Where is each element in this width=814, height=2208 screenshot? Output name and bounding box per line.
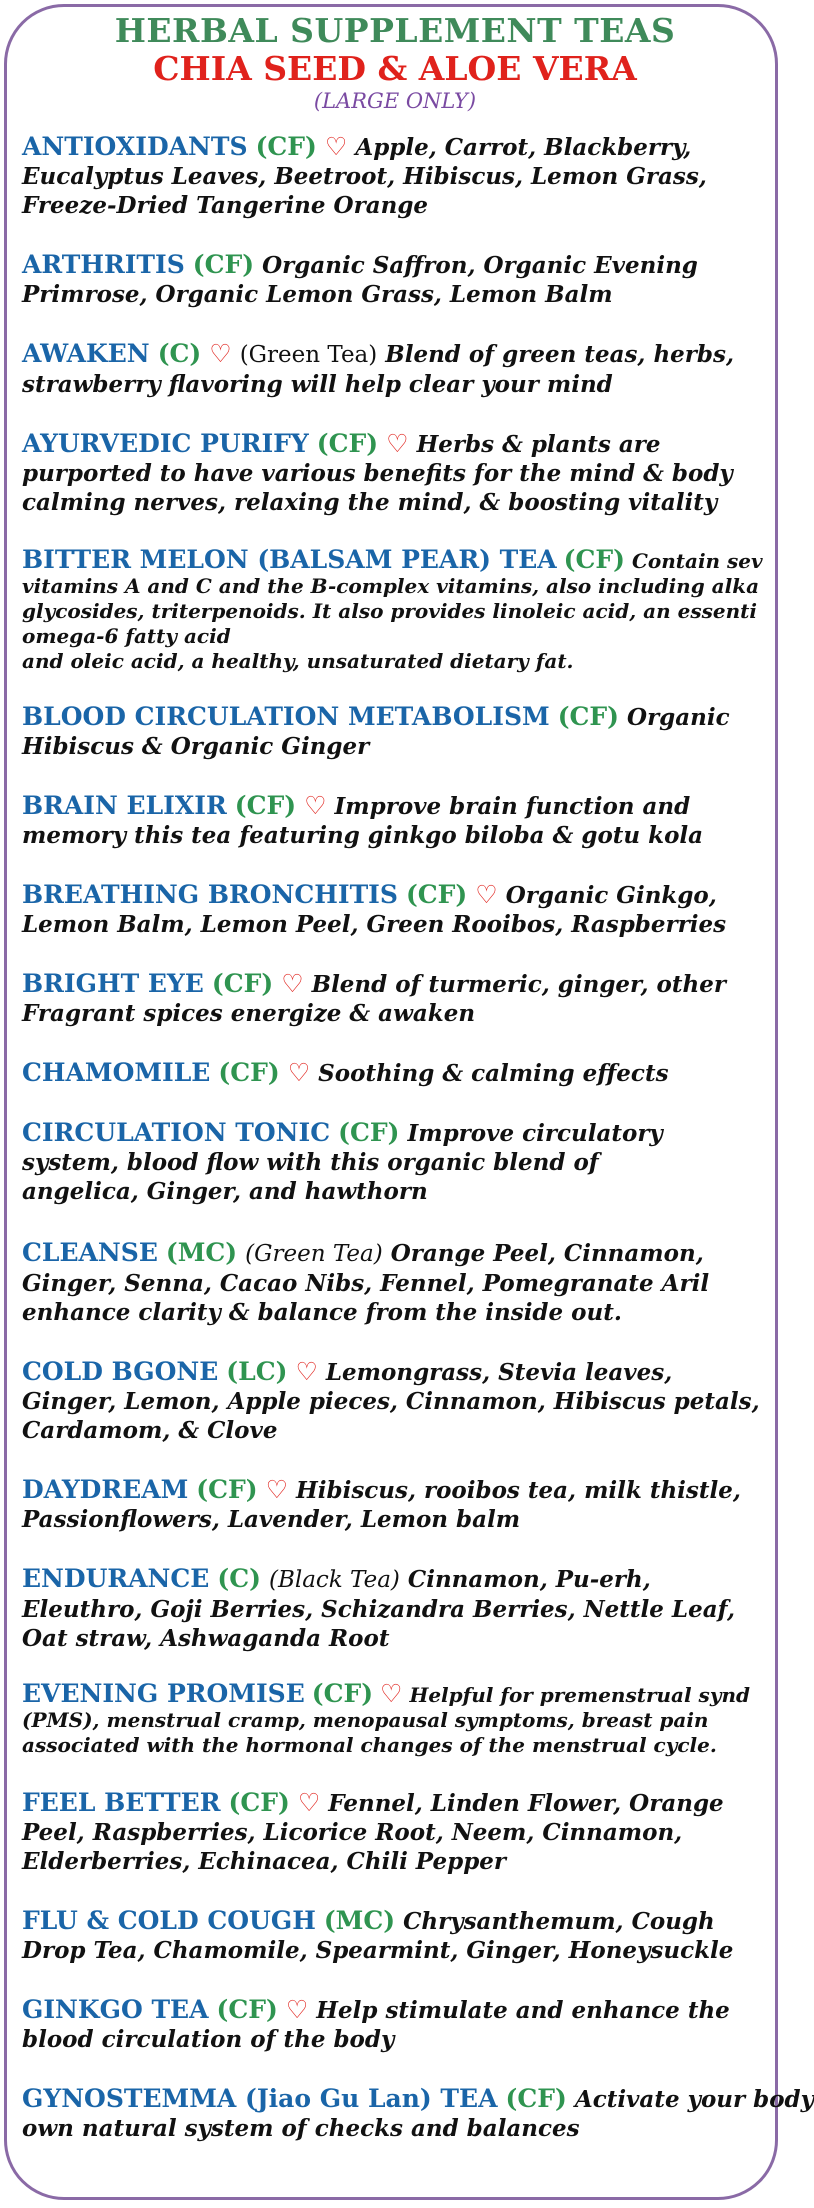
tea-entry-first-line bbox=[22, 2084, 814, 2114]
tea-tag: (CF) bbox=[196, 1475, 258, 1504]
tea-entry-first-line bbox=[22, 1475, 786, 1505]
tea-entry bbox=[22, 250, 786, 309]
tea-description-line: Eleuthro, Goji Berries, Schizandra Berries, Nettle Leaf, bbox=[22, 1596, 736, 1623]
tea-list bbox=[22, 132, 814, 2143]
tea-description-line: Oat straw, Ashwaganda Root bbox=[22, 1625, 390, 1652]
tea-entry-first-line bbox=[22, 791, 786, 821]
tea-description: Improve brain function and bbox=[334, 793, 691, 820]
tea-entry-first-line bbox=[22, 339, 786, 370]
tea-name: ENDURANCE bbox=[22, 1564, 210, 1593]
tea-tag: (CF) bbox=[311, 1679, 374, 1708]
tea-entry-first-line bbox=[22, 1357, 786, 1387]
tea-description: Organic Saffron, Organic Evening bbox=[262, 252, 698, 279]
tea-description: Lemongrass, Stevia leaves, bbox=[325, 1359, 673, 1386]
heart-icon: ♡ bbox=[324, 132, 348, 161]
tea-type-note: (Green Tea) bbox=[239, 342, 378, 368]
menu-title: HERBAL SUPPLEMENT TEAS bbox=[114, 11, 676, 50]
tea-entry-first-line bbox=[22, 1058, 786, 1088]
tea-description: Chrysanthemum, Cough bbox=[403, 1908, 715, 1935]
tea-tag: (C) bbox=[157, 339, 202, 368]
tea-entry bbox=[22, 339, 786, 399]
tea-tag: (CF) bbox=[216, 1995, 278, 2024]
tea-description: Cinnamon, Pu-erh, bbox=[407, 1566, 651, 1593]
tea-tag: (LC) bbox=[226, 1357, 288, 1386]
tea-tag: (CF) bbox=[557, 702, 620, 731]
tea-description-line: Ginger, Lemon, Apple pieces, Cinnamon, Hibiscus petals, bbox=[22, 1388, 760, 1415]
tea-name: AWAKEN bbox=[22, 339, 150, 368]
heart-icon: ♡ bbox=[295, 1357, 318, 1386]
heart-icon: ♡ bbox=[281, 969, 304, 998]
tea-description-line: (PMS), menstrual cramp, menopausal symptoms, breast pain bbox=[22, 1708, 709, 1732]
tea-description-line: Peel, Raspberries, Licorice Root, Neem, Cinnamon, bbox=[22, 1819, 683, 1846]
tea-description: Improve circulatory bbox=[407, 1120, 663, 1147]
heart-icon: ♡ bbox=[297, 1788, 321, 1817]
tea-description-line: Drop Tea, Chamomile, Spearmint, Ginger, Honeysuckle bbox=[22, 1937, 734, 1964]
tea-description-line: omega-6 fatty acid bbox=[22, 624, 231, 648]
tea-description-line: Ginger, Senna, Cacao Nibs, Fennel, Pomegranate Aril bbox=[22, 1270, 710, 1297]
tea-name: ARTHRITIS bbox=[22, 250, 185, 279]
tea-name: BRAIN ELIXIR bbox=[22, 791, 227, 820]
tea-name: DAYDREAM bbox=[22, 1475, 189, 1504]
tea-description: Helpful for premenstrual synd bbox=[409, 1683, 750, 1707]
tea-description-line: Cardamom, & Clove bbox=[22, 1417, 278, 1444]
tea-entry bbox=[22, 702, 786, 761]
tea-entry-first-line bbox=[22, 1995, 786, 2025]
tea-description: Activate your body bbox=[574, 2086, 814, 2113]
tea-entry bbox=[22, 1357, 786, 1445]
tea-tag: (CF) bbox=[338, 1118, 400, 1147]
tea-entry bbox=[22, 1995, 786, 2054]
tea-entry bbox=[22, 969, 786, 1028]
tea-description-line: Eucalyptus Leaves, Beetroot, Hibiscus, Lemon Grass, bbox=[22, 163, 707, 190]
tea-name: GYNOSTEMMA (Jiao Gu Lan) TEA bbox=[22, 2084, 498, 2113]
tea-description-line: calming nerves, relaxing the mind, & boosting vitality bbox=[22, 489, 718, 516]
tea-description: Organic bbox=[627, 704, 730, 731]
tea-description-line: Passionflowers, Lavender, Lemon balm bbox=[22, 1506, 521, 1533]
tea-tag: (C) bbox=[217, 1564, 261, 1593]
tea-entry-first-line bbox=[22, 702, 786, 732]
tea-tag: (MC) bbox=[323, 1906, 396, 1935]
tea-entry-first-line bbox=[22, 132, 786, 162]
tea-description-line: strawberry flavoring will help clear your mind bbox=[22, 371, 613, 398]
tea-name: BLOOD CIRCULATION METABOLISM bbox=[22, 702, 550, 731]
tea-name: BITTER MELON (BALSAM PEAR) TEA bbox=[22, 545, 557, 574]
tea-entry-first-line bbox=[22, 1118, 786, 1148]
heart-icon: ♡ bbox=[265, 1475, 289, 1504]
tea-description-line: Fragrant spices energize & awaken bbox=[22, 1000, 476, 1027]
tea-description: Apple, Carrot, Blackberry, bbox=[355, 134, 692, 161]
tea-description-line: angelica, Ginger, and hawthorn bbox=[22, 1178, 428, 1205]
tea-description-line: associated with the hormonal changes of the menstrual cycle. bbox=[22, 1733, 717, 1757]
tea-entry bbox=[22, 791, 786, 850]
tea-description: Blend of turmeric, ginger, other bbox=[311, 971, 726, 998]
tea-entry bbox=[22, 2084, 814, 2143]
tea-description-line: own natural system of checks and balances bbox=[22, 2115, 580, 2142]
menu-subtitle: CHIA SEED & ALOE VERA bbox=[153, 49, 637, 88]
heart-icon: ♡ bbox=[380, 1679, 403, 1708]
tea-tag: (CF) bbox=[405, 880, 468, 909]
tea-tag: (CF) bbox=[255, 132, 317, 161]
tea-description-line: and oleic acid, a healthy, unsaturated dietary fat. bbox=[22, 649, 574, 673]
tea-name: FEEL BETTER bbox=[22, 1788, 221, 1817]
tea-entry bbox=[22, 880, 786, 939]
tea-description-line: Elderberries, Echinacea, Chili Pepper bbox=[22, 1848, 507, 1875]
tea-entry bbox=[22, 1238, 786, 1327]
tea-tag: (CF) bbox=[192, 250, 255, 279]
tea-name: GINKGO TEA bbox=[22, 1995, 209, 2024]
tea-description: Soothing & calming effects bbox=[318, 1060, 669, 1087]
tea-name: BRIGHT EYE bbox=[22, 969, 204, 998]
heart-icon: ♡ bbox=[386, 429, 409, 458]
tea-type-note: (Black Tea) bbox=[268, 1567, 400, 1593]
tea-description: Hibiscus, rooibos tea, milk thistle, bbox=[296, 1477, 741, 1504]
tea-entry bbox=[22, 132, 786, 220]
tea-name: COLD BGONE bbox=[22, 1357, 219, 1386]
tea-description-line: system, blood flow with this organic blend of bbox=[22, 1149, 599, 1176]
heart-icon: ♡ bbox=[304, 791, 327, 820]
tea-entry-first-line bbox=[22, 969, 786, 999]
tea-entry bbox=[22, 1564, 786, 1653]
tea-description-line: vitamins A and C and the B-complex vitamins, also including alka bbox=[22, 574, 760, 598]
tea-tag: (MC) bbox=[165, 1238, 238, 1267]
menu-header bbox=[0, 12, 790, 114]
tea-description: Organic Ginkgo, bbox=[505, 882, 717, 909]
tea-tag: (CF) bbox=[228, 1788, 290, 1817]
tea-description-line: memory this tea featuring ginkgo biloba & gotu kola bbox=[22, 822, 704, 849]
tea-name: BREATHING BRONCHITIS bbox=[22, 880, 398, 909]
tea-entry bbox=[22, 1118, 786, 1206]
tea-entry bbox=[22, 1475, 786, 1534]
tea-name: CIRCULATION TONIC bbox=[22, 1118, 331, 1147]
menu-note: (LARGE ONLY) bbox=[313, 89, 477, 113]
tea-entry-first-line bbox=[22, 1788, 786, 1818]
tea-description-line: enhance clarity & balance from the inside out. bbox=[22, 1299, 622, 1326]
tea-entry bbox=[22, 1788, 786, 1876]
tea-entry-first-line bbox=[22, 1681, 786, 1708]
tea-description-line: Freeze-Dried Tangerine Orange bbox=[22, 192, 429, 219]
tea-entry bbox=[22, 1681, 786, 1758]
tea-name: FLU & COLD COUGH bbox=[22, 1906, 316, 1935]
heart-icon: ♡ bbox=[285, 1995, 309, 2024]
tea-entry bbox=[22, 1906, 786, 1965]
tea-entry-first-line bbox=[22, 1906, 786, 1936]
tea-description: Help stimulate and enhance the bbox=[316, 1997, 730, 2024]
tea-description-line: glycosides, triterpenoids. It also provides linoleic acid, an essenti bbox=[22, 599, 757, 623]
tea-name: AYURVEDIC PURIFY bbox=[22, 429, 309, 458]
tea-description: Herbs & plants are bbox=[416, 431, 661, 458]
tea-tag: (CF) bbox=[218, 1058, 280, 1087]
tea-entry-first-line bbox=[22, 250, 786, 280]
tea-tag: (CF) bbox=[505, 2084, 567, 2113]
tea-name: CLEANSE bbox=[22, 1238, 158, 1267]
tea-tag: (CF) bbox=[316, 429, 379, 458]
heart-icon: ♡ bbox=[287, 1058, 311, 1087]
tea-name: EVENING PROMISE bbox=[22, 1679, 305, 1708]
tea-entry-first-line bbox=[22, 1564, 786, 1595]
tea-entry-first-line bbox=[22, 1238, 786, 1269]
heart-icon: ♡ bbox=[209, 339, 232, 368]
tea-name: CHAMOMILE bbox=[22, 1058, 211, 1087]
tea-description: Orange Peel, Cinnamon, bbox=[390, 1240, 704, 1267]
tea-entry-first-line bbox=[22, 880, 786, 910]
tea-description-line: blood circulation of the body bbox=[22, 2026, 395, 2053]
tea-description-line: Primrose, Organic Lemon Grass, Lemon Balm bbox=[22, 281, 613, 308]
tea-entry-first-line bbox=[22, 429, 786, 459]
tea-type-note: (Green Tea) bbox=[245, 1241, 383, 1267]
tea-tag: (CF) bbox=[563, 545, 625, 574]
tea-description: Contain sev bbox=[631, 549, 763, 573]
tea-entry bbox=[22, 547, 786, 674]
tea-name: ANTIOXIDANTS bbox=[22, 132, 248, 161]
tea-entry bbox=[22, 429, 786, 517]
tea-tag: (CF) bbox=[211, 969, 274, 998]
tea-description-line: Lemon Balm, Lemon Peel, Green Rooibos, Raspberries bbox=[22, 911, 727, 938]
tea-description-line: Hibiscus & Organic Ginger bbox=[22, 733, 370, 760]
tea-description-line: purported to have various benefits for the mind & body bbox=[22, 460, 733, 487]
tea-tag: (CF) bbox=[234, 791, 297, 820]
tea-description: Blend of green teas, herbs, bbox=[385, 341, 734, 368]
tea-description: Fennel, Linden Flower, Orange bbox=[328, 1790, 724, 1817]
tea-entry-first-line bbox=[22, 547, 786, 574]
tea-entry bbox=[22, 1058, 786, 1088]
heart-icon: ♡ bbox=[475, 880, 498, 909]
